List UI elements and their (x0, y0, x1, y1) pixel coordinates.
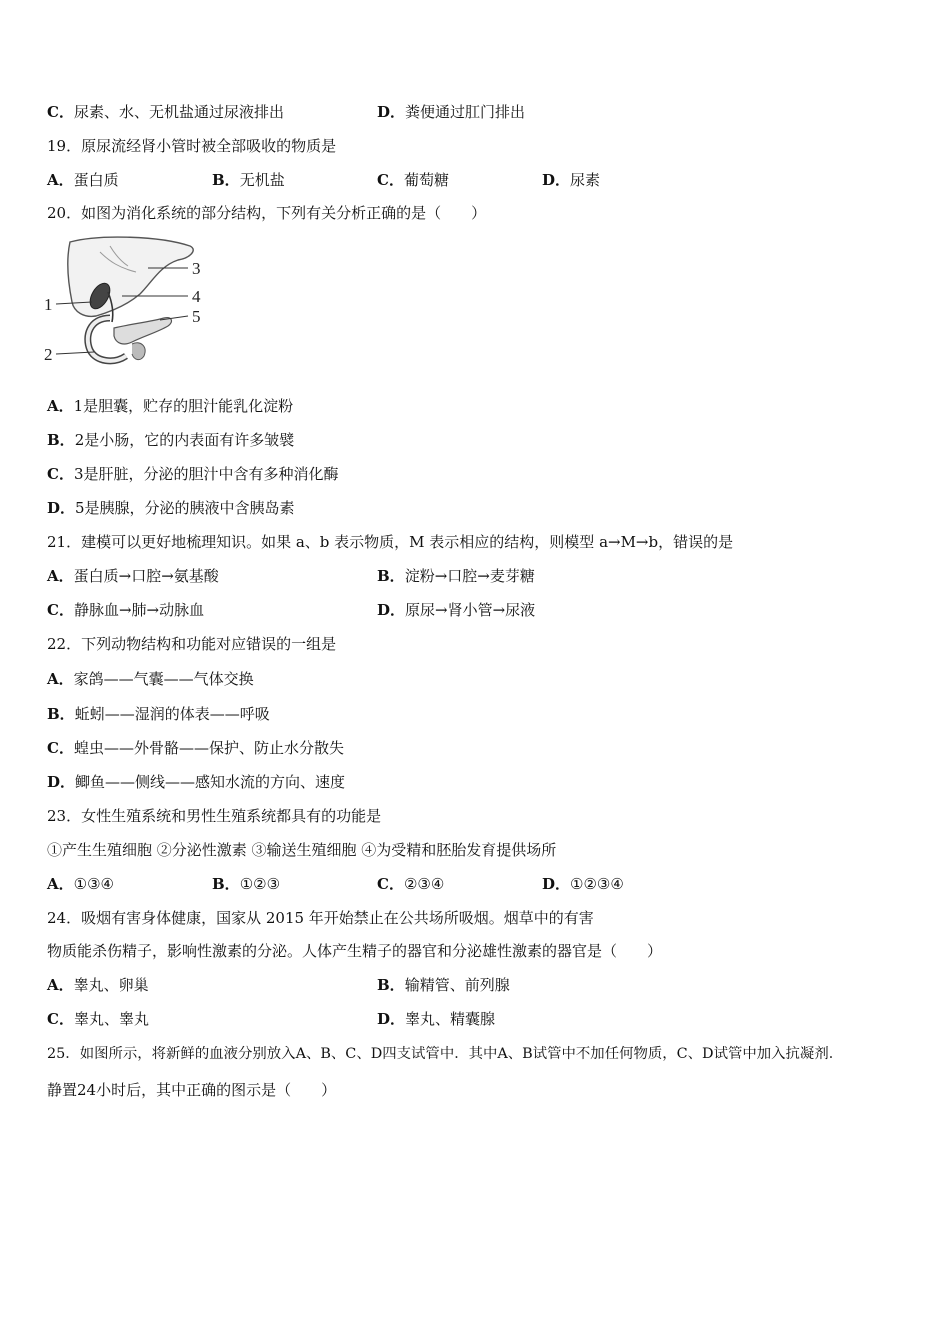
option-label: A． (47, 976, 74, 994)
option-label: C． (47, 739, 74, 757)
q24-option-c (47, 1009, 149, 1029)
option-text: 原尿→肾小管→尿液 (405, 601, 536, 619)
q22-option-b (47, 704, 270, 724)
q25-stem-line2: 静置24小时后，其中正确的图示是（ ） (47, 1081, 337, 1099)
figure-label-1: 1 (44, 295, 53, 314)
option-text: ①③④ (73, 875, 114, 893)
option-label: C． (47, 1010, 74, 1028)
option-text: 家鸽——气囊——气体交换 (73, 670, 254, 688)
q20-option-a (47, 396, 293, 416)
option-label: B． (212, 171, 240, 189)
q24-option-d (377, 1009, 495, 1029)
option-text: ②③④ (403, 875, 445, 893)
option-text: 蛋白质 (73, 171, 119, 189)
figure-label-3: 3 (192, 259, 201, 278)
q20-option-c (47, 464, 339, 484)
option-text: ①②③④ (570, 875, 624, 893)
figure-label-4: 4 (192, 287, 201, 306)
option-label: C． (47, 601, 74, 619)
q23-option-b (212, 874, 280, 894)
option-label: C． (47, 103, 74, 121)
q22-stem: 22．下列动物结构和功能对应错误的一组是 (47, 635, 337, 653)
option-text: ①②③ (239, 875, 281, 893)
q22-option-a (47, 669, 254, 689)
option-text: 睾丸、睾丸 (73, 1010, 149, 1028)
option-label: A． (47, 875, 74, 893)
option-text: 输精管、前列腺 (404, 976, 510, 994)
option-text: 1是胆囊，贮存的胆汁能乳化淀粉 (73, 397, 294, 415)
option-text: 睾丸、卵巢 (73, 976, 149, 994)
q20-stem: 20．如图为消化系统的部分结构，下列有关分析正确的是（ ） (47, 204, 487, 222)
option-label: A． (47, 397, 74, 415)
option-text: 蛋白质→口腔→氨基酸 (73, 567, 219, 585)
q24-option-a (47, 975, 149, 995)
q23-option-a (47, 874, 114, 894)
q23-stem: 23．女性生殖系统和男性生殖系统都具有的功能是 (47, 807, 382, 825)
option-label: D． (542, 875, 571, 893)
option-text: 尿素 (570, 171, 601, 189)
q24-stem-line2: 物质能杀伤精子，影响性激素的分泌。人体产生精子的器官和分泌雄性激素的器官是（ ） (47, 942, 663, 960)
q25-stem-line1: 25．如图所示，将新鲜的血液分别放入A、B、C、D四支试管中．其中A、B试管中不加任何物质，C、D试管中加入抗凝剂． (47, 1046, 844, 1062)
q19-option-a (47, 170, 119, 190)
q22-option-c (47, 738, 344, 758)
option-text: 2是小肠，它的内表面有许多皱襞 (74, 431, 295, 449)
option-label: B． (377, 976, 405, 994)
option-label: C． (377, 171, 404, 189)
option-label: D． (377, 601, 406, 619)
q21-option-a (47, 566, 219, 586)
q21-stem: 21．建模可以更好地梳理知识。如果 a、b 表示物质，M 表示相应的结构，则模型 a→M→b，错误的是 (47, 533, 734, 551)
option-label: B． (212, 875, 240, 893)
q21-option-b (377, 566, 535, 586)
q23-option-d (542, 874, 624, 894)
q23-option-c (377, 874, 444, 894)
liver-shape (68, 237, 193, 316)
option-label: C． (377, 875, 404, 893)
q19-option-c (377, 170, 449, 190)
digestive-system-figure (40, 232, 220, 372)
option-text: 蚯蚓——湿润的体表——呼吸 (74, 705, 270, 723)
option-label: D． (47, 499, 76, 517)
option-label: B． (47, 705, 75, 723)
option-label: A． (47, 171, 74, 189)
option-text: 淀粉→口腔→麦芽糖 (404, 567, 535, 585)
option-label: B． (47, 431, 75, 449)
option-label: D． (377, 103, 406, 121)
q22-option-d (47, 772, 345, 792)
q21-option-d (377, 600, 535, 620)
option-text: 鲫鱼——侧线——感知水流的方向、速度 (75, 773, 346, 791)
figure-label-2: 2 (44, 345, 53, 364)
q21-option-c (47, 600, 204, 620)
q20-option-d (47, 498, 295, 518)
q19-stem: 19．原尿流经肾小管时被全部吸收的物质是 (47, 137, 337, 155)
q19-option-d (542, 170, 600, 190)
option-text: 葡萄糖 (403, 171, 449, 189)
option-text: 3是肝脏，分泌的胆汁中含有多种消化酶 (73, 465, 339, 483)
option-label: A． (47, 567, 74, 585)
option-text: 无机盐 (239, 171, 285, 189)
option-label: D． (47, 773, 76, 791)
option-text: 5是胰腺，分泌的胰液中含胰岛素 (75, 499, 295, 517)
option-label: B． (377, 567, 405, 585)
option-label: A． (47, 670, 74, 688)
option-text: 粪便通过肛门排出 (405, 103, 526, 121)
pancreas-shape (114, 318, 171, 344)
figure-label-5: 5 (192, 307, 201, 326)
q24-option-b (377, 975, 510, 995)
option-label: D． (377, 1010, 406, 1028)
q24-stem-line1: 24．吸烟有害身体健康，国家从 2015 年开始禁止在公共场所吸烟。烟草中的有害 (47, 909, 594, 927)
option-text: 尿素、水、无机盐通过尿液排出 (73, 103, 284, 121)
option-label: D． (542, 171, 571, 189)
q18-option-d (377, 102, 525, 122)
option-text: 睾丸、精囊腺 (405, 1010, 496, 1028)
q20-option-b (47, 430, 294, 450)
option-label: C． (47, 465, 74, 483)
q19-option-b (212, 170, 285, 190)
option-text: 静脉血→肺→动脉血 (73, 601, 205, 619)
q23-items: ①产生生殖细胞 ②分泌性激素 ③输送生殖细胞 ④为受精和胚胎发育提供场所 (47, 841, 557, 859)
q18-option-c (47, 102, 284, 122)
option-text: 蝗虫——外骨骼——保护、防止水分散失 (73, 739, 344, 757)
